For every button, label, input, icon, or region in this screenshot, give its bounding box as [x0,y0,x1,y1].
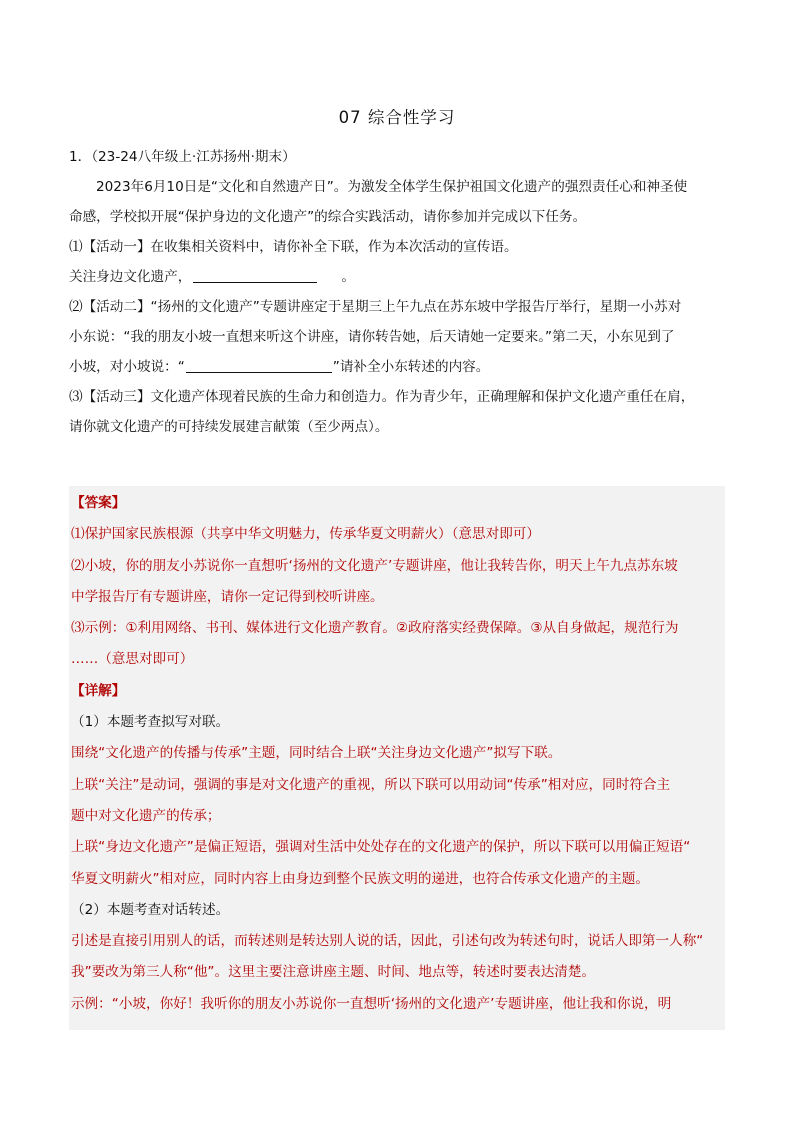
page-title: 07 综合性学习 [338,108,456,127]
question-source: 1．（23-24八年级上·江苏扬州·期末） [69,149,296,165]
detail-1-paragraph-1: 围绕“文化遗产的传播与传承”主题，同时结合上联“关注身边文化遗产”拟写下联。 [71,745,562,762]
question-intro-line-1: 2023年6月10日是“文化和自然遗产日”。为激发全体学生保护祖国文化遗产的强烈责任心和神圣使 [96,179,688,195]
detail-2-title: （2）本题考查对话转述。 [71,901,230,918]
answer-3-line-2: ……（意思对即可） [71,651,194,668]
question-intro-line-2: 命感，学校拟开展“保护身边的文化遗产”的综合实践活动，请你参加并完成以下任务。 [69,209,587,225]
detail-1-paragraph-3-line-2: 华夏文明薪火”相对应，同时内容上由身边到整个民族文明的递进，也符合传承文化遗产的主题。 [71,870,649,887]
detail-1-paragraph-2-line-1: 上联“关注”是动词，强调的事是对文化遗产的重视，所以下联可以用动词“传承”相对应，同时符合主 [71,776,671,793]
answer-1: ⑴保护国家民族根源（共享中华文明魅力，传承华夏文明薪火）（意思对即可） [71,526,540,543]
task2-prompt-line-1: ⑵【活动二】“扬州的文化遗产”专题讲座定于星期三上午九点在苏东坡中学报告厅举行，星期一小苏对 [69,299,682,315]
detail-1-paragraph-2-line-2: 题中对文化遗产的传承； [71,807,221,824]
task1-prompt: ⑴【活动一】在收集相关资料中，请你补全下联，作为本次活动的宣传语。 [69,239,518,255]
task3-prompt-line-1: ⑶【活动三】文化遗产体现着民族的生命力和创造力。作为青少年，正确理解和保护文化遗产重任在肩， [69,389,695,405]
task2-prompt-line-3 [69,352,725,382]
task1-answer-blank[interactable] [193,268,317,283]
task1-couplet [69,262,725,292]
question-block [69,142,725,442]
detail-heading: 【详解】 [71,682,126,699]
answer-panel [69,486,725,1030]
task2-quote-end: ”请补全小东转述的内容。 [332,359,490,375]
detail-1-paragraph-3-line-1: 上联“身边文化遗产”是偏正短语，强调对生活中处处存在的文化遗产的保护，所以下联可以用偏正短语“ [71,839,691,856]
task2-answer-blank[interactable] [186,358,332,373]
detail-2-paragraph-1-line-2: 我”要改为第三人称“他”。这里主要注意讲座主题、时间、地点等，转述时要表达清楚。 [71,964,596,981]
task2-quote-start: 小坡，对小坡说：“ [69,359,185,375]
detail-2-paragraph-2-line-1: 示例：“小坡，你好！我听你的朋友小苏说你一直想听‘扬州的文化遗产’专题讲座，他让我和你说，明 [71,995,672,1012]
task1-couplet-end: 。 [341,269,355,285]
task2-prompt-line-2: 小东说：“我的朋友小坡一直想来听这个讲座，请你转告她，后天请她一定要来。”第二天，小东见到了 [69,329,675,345]
task3-prompt-line-2: 请你就文化遗产的可持续发展建言献策（至少两点）。 [69,419,389,435]
task1-couplet-first: 关注身边文化遗产， [69,269,192,285]
detail-1-title: （1）本题考查拟写对联。 [71,714,230,731]
answer-2-line-2: 中学报告厅有专题讲座，请你一定记得到校听讲座。 [71,588,384,605]
answer-2-line-1: ⑵小坡，你的朋友小苏说你一直想听‘扬州的文化遗产’专题讲座，他让我转告你，明天上午九点苏东坡 [71,557,678,574]
answer-heading: 【答案】 [71,495,126,511]
answer-3-line-1: ⑶示例：①利用网络、书刊、媒体进行文化遗产教育。②政府落实经费保障。③从自身做起，规范行为 [71,620,679,637]
detail-2-paragraph-1-line-1: 引述是直接引用别人的话，而转述则是转达别人说的话，因此，引述句改为转述句时，说话人即第一人称“ [71,933,704,950]
